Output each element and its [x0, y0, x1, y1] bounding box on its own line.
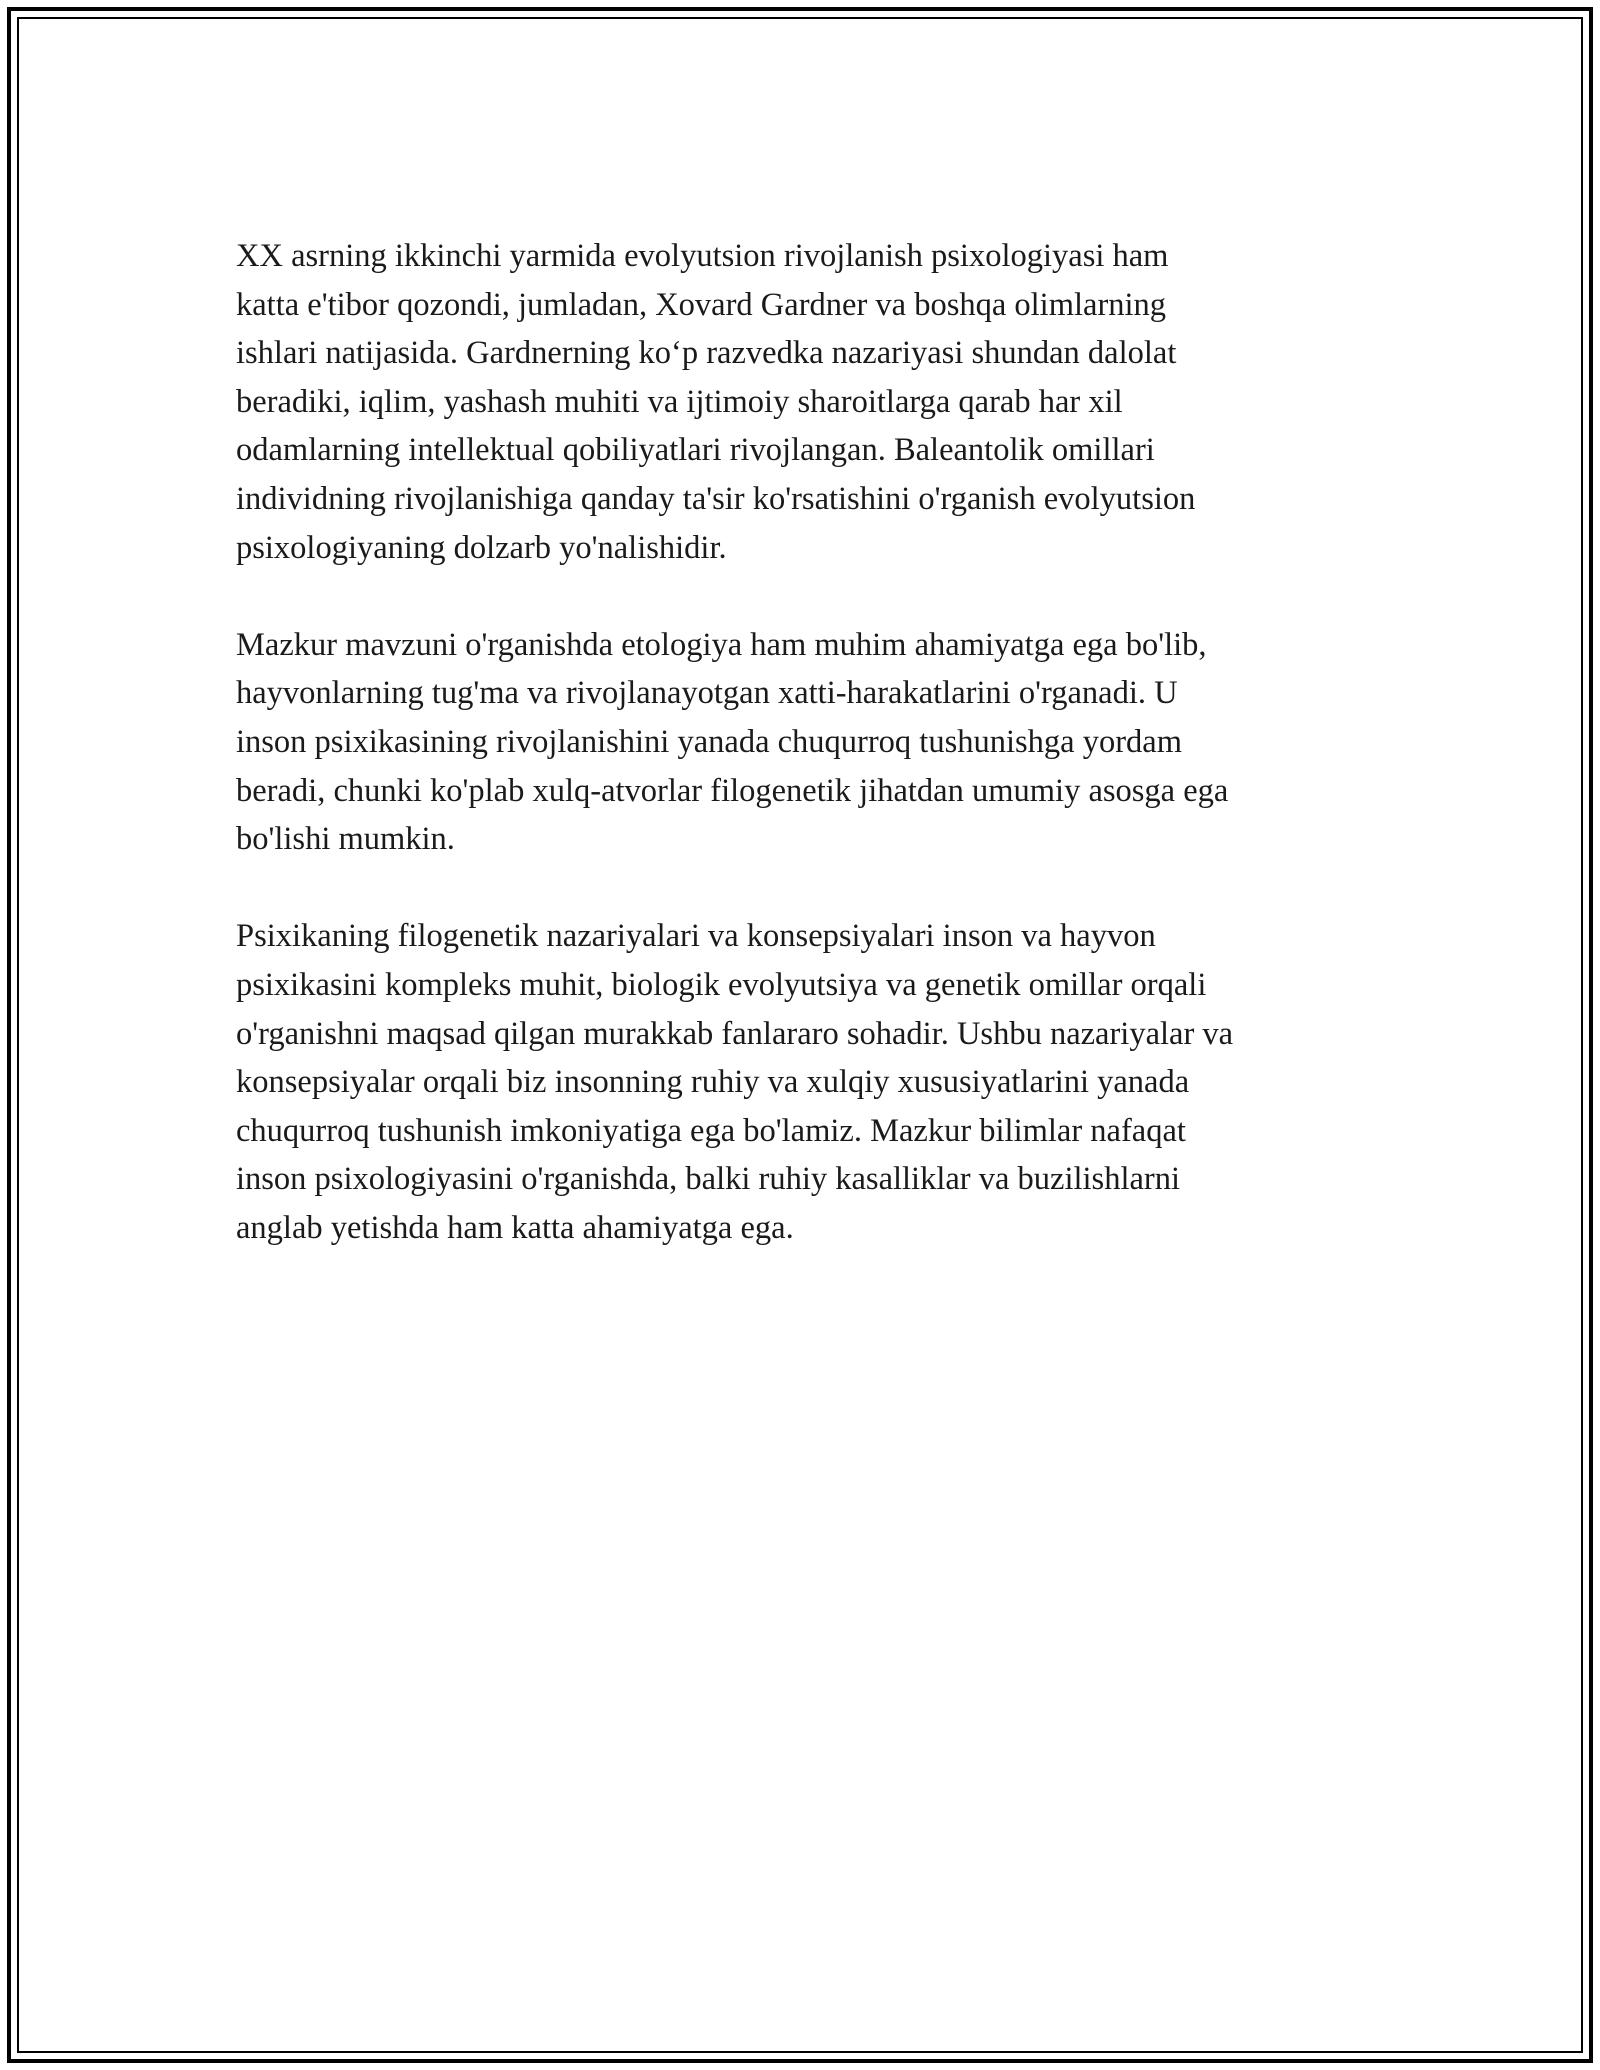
paragraph-ethology: Mazkur mavzuni o'rganishda etologiya ham muhim ahamiyatga ega bo'lib, hayvonlarning tug'ma va rivojlanayotgan xatti-harakatlarini o'rganadi. U inson psixikasining rivojlanishini yanada chuqurroq tushunishga yordam beradi, chunki ko'plab xulq-atvorlar filogenetik jihatdan umumiy asosga ega bo'lishi mumkin.: [236, 626, 1229, 858]
paragraph-phylogenetic-theories: Psixikaning filogenetik nazariyalari va konsepsiyalari inson va hayvon psixikasini kompleks muhit, biologik evolyutsiya va genetik omillar orqali o'rganishni maqsad qilgan murakkab fanlararo sohadir. Ushbu nazariyalar va konsepsiyalar orqali biz insonning ruhiy va xulqiy xususiyatlarini yanada chuqurroq tushunish imkoniyatiga ega bo'lamiz. Mazkur bilimlar nafaqat inson psixologiyasini o'rganishda, balki ruhiy kasalliklar va buzilishlarni anglab yetishda ham katta ahamiyatga ega.: [236, 918, 1234, 1246]
paragraph-evolutionary-psychology: XX asrning ikkinchi yarmida evolyutsion rivojlanish psixologiyasi ham katta e'tibor qozondi, jumladan, Xovard Gardner va boshqa olimlarning ishlari natijasida. Gardnerning ko‘p razvedka nazariyasi shundan dalolat beradiki, iqlim, yashash muhiti va ijtimoiy sharoitlarga qarab har xil odamlarning intellektual qobiliyatlari rivojlangan. Baleantolik omillari individning rivojlanishiga qanday ta'sir ko'rsatishini o'rganish evolyutsion psixologiyaning dolzarb yo'nalishidir.: [236, 238, 1196, 566]
document-body: [236, 232, 1386, 1301]
